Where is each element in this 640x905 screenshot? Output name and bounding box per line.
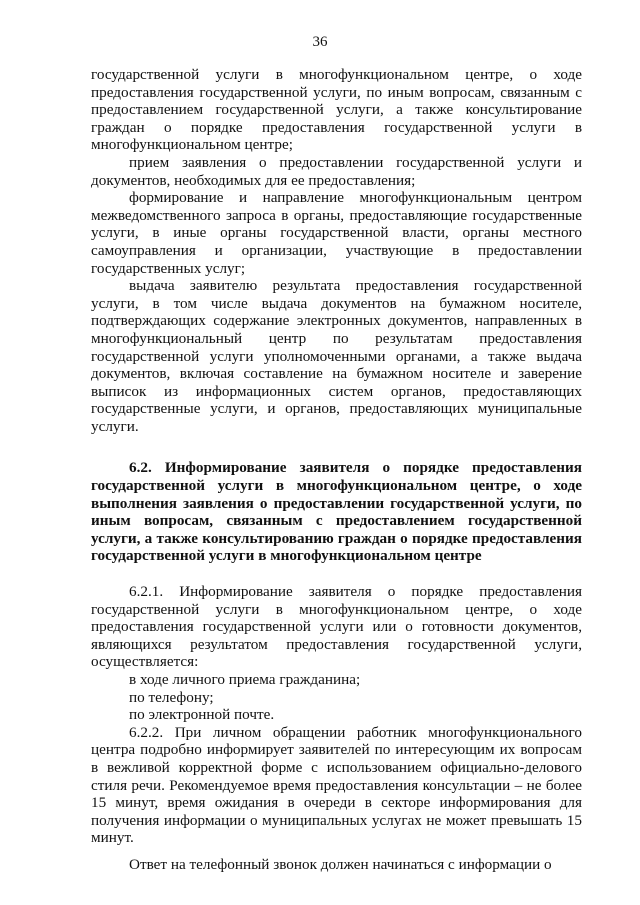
- document-body: [91, 66, 582, 874]
- section-heading-6-2: 6.2. Информирование заявителя о порядке предоставления государственной услуги в многофункциональном центре, о ходе выполнения заявления о предоставлении государственной услуги, по иным вопросам, связанным с предоставлением государственной услуги, а также консультированию граждан о порядке предоставления государственной услуги в многофункциональном центре: [91, 459, 582, 565]
- paragraph-result-issuance: выдача заявителю результата предоставления государственной услуги, в том числе выдача документов на бумажном носителе, подтверждающих содержание электронных документов, направленных в многофункциональный центр по результатам предоставления государственной услуги уполномоченными органами, а также выдача документов, включая составление на бумажном носителе и заверение выписок из информационных систем органов, предоставляющих государственные услуги, и органов, предоставляющих муниципальные услуги.: [91, 277, 582, 435]
- paragraph-application-intake: прием заявления о предоставлении государственной услуги и документов, необходимых для ее предоставления;: [91, 153, 582, 189]
- list-item: по электронной почте.: [129, 706, 275, 724]
- paragraph-interagency-request: формирование и направление многофункциональным центром межведомственного запроса в органы, предоставляющие государственные услуги, в иные органы государственной власти, органы местного самоуправления и организации, участвующие в предоставлении государственных услуг;: [91, 189, 582, 277]
- paragraph-continuation: государственной услуги в многофункциональном центре, о ходе предоставления государственной услуги, по иным вопросам, связанным с предоставлением государственной услуги, а также консультирование граждан о порядке предоставления государственной услуги в многофункциональном центре;: [91, 66, 582, 154]
- list-item: в ходе личного приема гражданина;: [129, 671, 361, 688]
- page-number: 36: [312, 34, 328, 50]
- list-item: по телефону;: [129, 688, 214, 706]
- paragraph-phone-answer: Ответ на телефонный звонок должен начинаться с информации о: [129, 855, 552, 873]
- paragraph-6-2-1: 6.2.1. Информирование заявителя о порядке предоставления государственной услуги в многофункциональном центре, о ходе предоставления государственной услуги или о готовности документов, являющихся результатом предоставления государственной услуги, осуществляется:: [91, 583, 582, 671]
- paragraph-6-2-2: 6.2.2. При личном обращении работник многофункционального центра подробно информирует заявителей по интересующим их вопросам в вежливой корректной форме с использованием официально-делового стиля речи. Рекомендуемое время предоставления консультации – не более 15 минут, время ожидания в очереди в секторе информирования для получения информации о муниципальных услугах не может превышать 15 минут.: [91, 723, 582, 847]
